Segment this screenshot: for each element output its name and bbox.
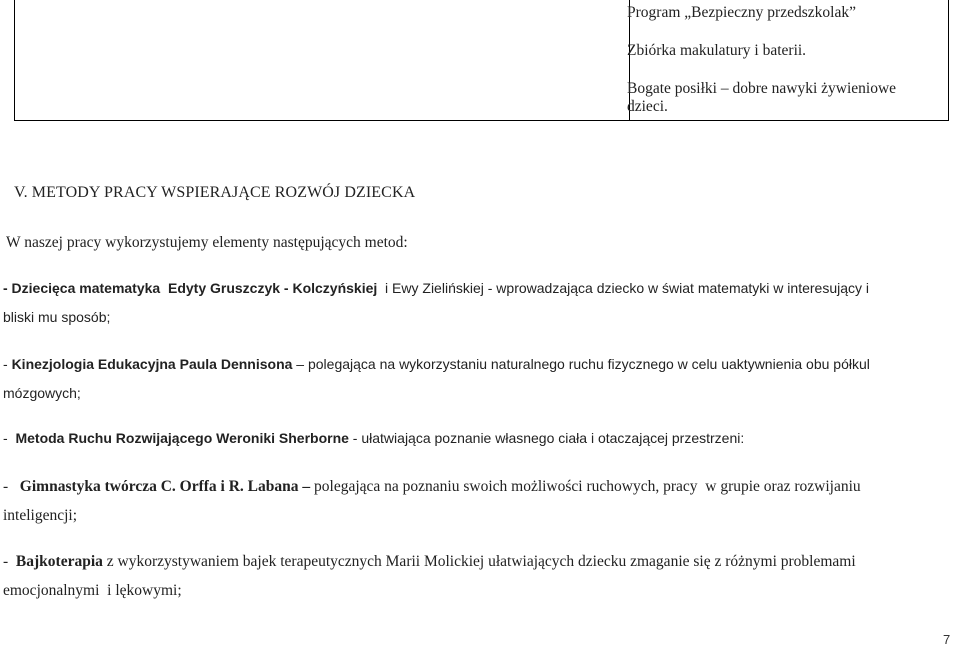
method-description: – polegająca na wykorzystaniu naturalnego ruchu fizycznego w celu uaktywnienia obu półkul (292, 356, 870, 372)
method-name: Gimnastyka twórcza C. Orffa i R. Labana – (19, 478, 311, 495)
table-item: Zbiórka makulatury i baterii. (627, 42, 807, 59)
table-item: dzieci. (627, 98, 668, 115)
method-name: - Dziecięca matematyka Edyty Gruszczyk - Kolczyńskiej (3, 280, 378, 296)
method-continuation: inteligencji; (3, 507, 78, 524)
bullet-dash: - (3, 553, 16, 570)
method-item (3, 478, 861, 496)
method-continuation: bliski mu sposób; (3, 309, 111, 325)
method-name: Kinezjologia Edukacyjna Paula Dennisona (11, 356, 293, 372)
method-continuation: emocjonalnymi i lękowymi; (3, 582, 182, 599)
method-item (3, 430, 744, 446)
method-description: i Ewy Zielińskiej - wprowadzająca dziecko w świat matematyki w interesujący i (377, 280, 869, 296)
method-continuation: mózgowych; (3, 385, 81, 401)
bullet-dash: - (3, 430, 16, 446)
bullet-dash: - (3, 478, 20, 495)
bullet-dash: - (3, 356, 12, 372)
section-intro: W naszej pracy wykorzystujemy elementy następujących metod: (6, 234, 408, 251)
table-cell-left (14, 0, 629, 121)
method-item (3, 356, 870, 372)
method-description: z wykorzystywaniem bajek terapeutycznych Marii Molickiej ułatwiających dziecku zmaganie się z różnymi problemami (102, 553, 856, 570)
table-item: Program „Bezpieczny przedszkolak” (627, 4, 856, 21)
method-description: polegająca na poznaniu swoich możliwości ruchowych, pracy w grupie oraz rozwijaniu (310, 478, 861, 495)
method-item (3, 553, 856, 571)
method-description: - ułatwiająca poznanie własnego ciała i otaczającej przestrzeni: (348, 430, 745, 446)
table-item: Bogate posiłki – dobre nawyki żywieniowe (627, 80, 897, 97)
method-name: Bajkoterapia (15, 553, 103, 570)
method-name: Metoda Ruchu Rozwijającego Weroniki Sherborne (15, 430, 349, 446)
section-heading: V. METODY PRACY WSPIERAJĄCE ROZWÓJ DZIECKA (14, 184, 416, 201)
page-number: 7 (943, 632, 951, 647)
method-item (3, 280, 869, 296)
